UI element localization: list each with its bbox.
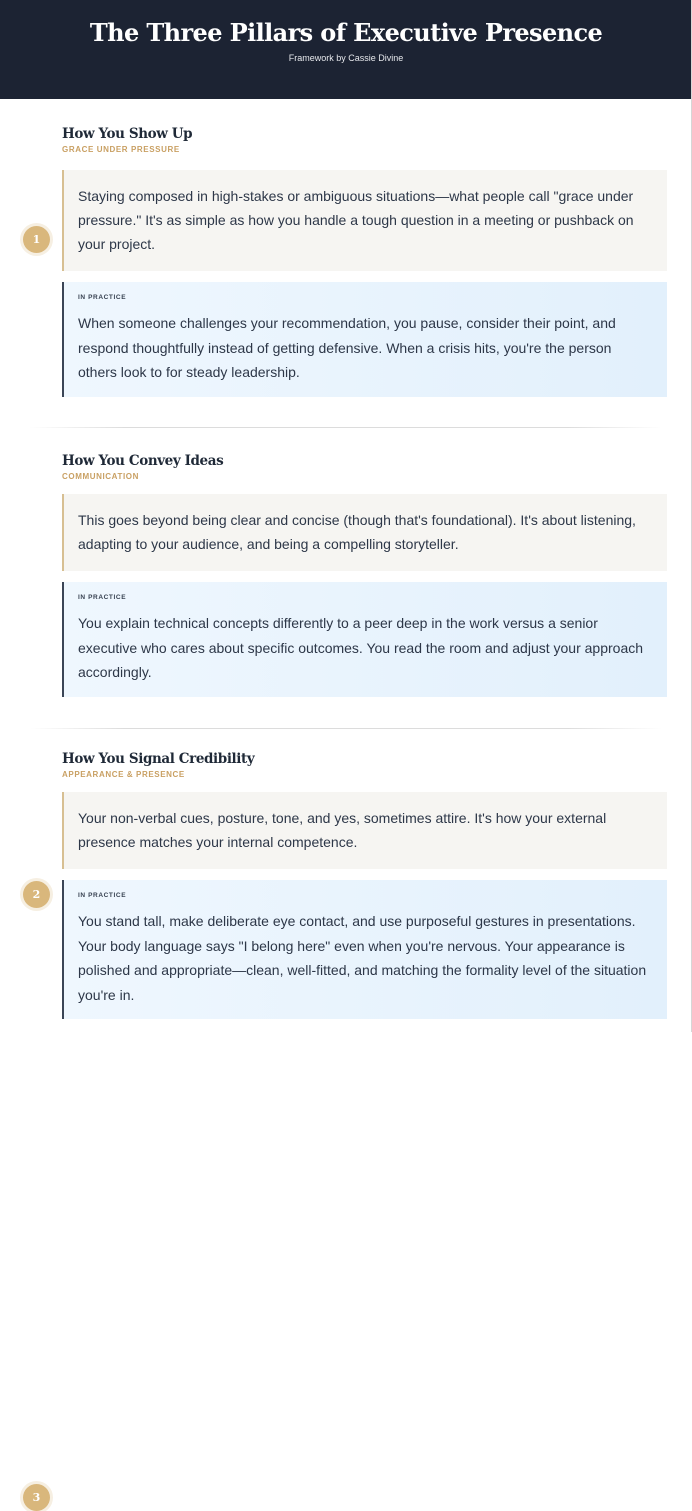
pillar-description: Your non-verbal cues, posture, tone, and yes, sometimes attire. It's how your external presence matches your internal competence. [62, 792, 667, 869]
in-practice-box [62, 282, 667, 397]
in-practice-label: IN PRACTICE [78, 294, 127, 301]
pillar-tag: COMMUNICATION [62, 472, 139, 481]
pillar-number-badge: 3 [23, 1484, 50, 1511]
pillar-tag: GRACE UNDER PRESSURE [62, 145, 180, 154]
pillar-heading [62, 126, 692, 155]
page-subtitle: Framework by Cassie Divine [288, 53, 404, 63]
in-practice-label: IN PRACTICE [78, 594, 127, 601]
pillar-show-up [0, 99, 692, 428]
pillar-heading [62, 751, 692, 780]
pillar-title: How You Convey Ideas [62, 453, 224, 469]
page-header [0, 0, 692, 99]
in-practice-text: When someone challenges your recommendation, you pause, consider their point, and respond thoughtfully instead of getting defensive. When a crisis hits, you're the person others look to for steady leadership. [78, 315, 616, 380]
page-title: The Three Pillars of Executive Presence [89, 18, 603, 47]
pillar-description: This goes beyond being clear and concise (though that's foundational). It's about listening, adapting to your audience, and being a compelling storyteller. [62, 494, 667, 571]
in-practice-box [62, 582, 667, 697]
pillar-number-badge: 2 [23, 881, 50, 908]
pillar-number-badge: 1 [23, 226, 50, 253]
pillar-description: Staying composed in high-stakes or ambiguous situations—what people call "grace under pressure." It's as simple as how you handle a tough question in a meeting or pushback on your project. [62, 170, 667, 271]
pillar-signal-credibility [0, 729, 692, 1504]
pillar-title: How You Show Up [62, 126, 193, 142]
pillar-tag: APPEARANCE & PRESENCE [62, 770, 185, 779]
pillar-heading [62, 453, 692, 482]
in-practice-text: You explain technical concepts differently to a peer deep in the work versus a senior executive who cares about specific outcomes. You read the room and adjust your approach accordingly. [78, 615, 644, 680]
in-practice-text: You stand tall, make deliberate eye contact, and use purposeful gestures in presentations. Your body language says "I belong here" even when you're nervous. Your appearance is polished and appropriate—clean, well-fitted, and matching the formality level of the situation you're in. [78, 913, 647, 1003]
in-practice-label: IN PRACTICE [78, 892, 127, 899]
pillar-title: How You Signal Credibility [62, 751, 255, 767]
in-practice-box [62, 880, 667, 1019]
